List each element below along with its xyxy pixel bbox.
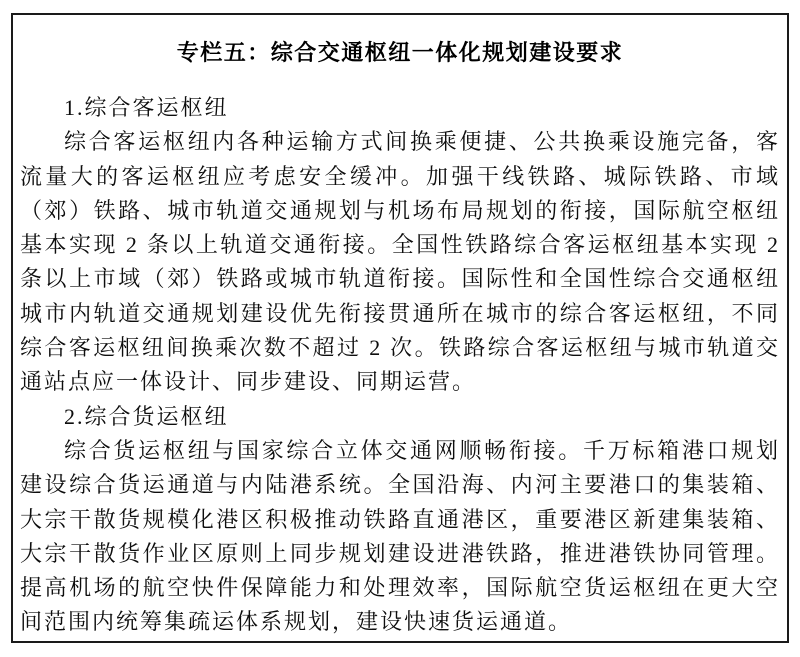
text-line: 综合客运枢纽间换乘次数不超过 2 次。铁路综合客运枢纽与城市轨道交: [20, 335, 780, 361]
text-line: 间范围内统筹集疏运体系规划，建设快速货运通道。: [20, 609, 573, 635]
text-line: 流量大的客运枢纽应考虑安全缓冲。加强干线铁路、城际铁路、市域: [20, 163, 780, 189]
box-title: 专栏五：综合交通枢纽一体化规划建设要求: [176, 40, 624, 65]
text-line: 条以上市域（郊）铁路或城市轨道衔接。国际性和全国性综合交通枢纽: [20, 266, 780, 292]
text-line: 综合货运枢纽与国家综合立体交通网顺畅衔接。千万标箱港口规划: [64, 437, 780, 463]
box-body: [20, 91, 780, 640]
text-line: 大宗干散货作业区原则上同步规划建设进港铁路，推进港铁协同管理。: [20, 540, 780, 566]
text-line: （郊）铁路、城市轨道交通规划与机场布局规划的衔接，国际航空枢纽: [20, 197, 780, 223]
section-heading: 1.综合客运枢纽: [64, 95, 229, 120]
text-line: 城市内轨道交通规划建设优先衔接贯通所在城市的综合客运枢纽，不同: [20, 300, 780, 326]
text-line: 通站点应一体设计、同步建设、同期运营。: [20, 369, 477, 395]
text-line: 综合客运枢纽内各种运输方式间换乘便捷、公共换乘设施完备，客: [64, 129, 780, 155]
column-box: [11, 13, 789, 643]
section-heading: 2.综合货运枢纽: [64, 403, 229, 429]
text-line: 大宗干散货规模化港区积极推动铁路直通港区，重要港区新建集装箱、: [20, 506, 780, 532]
text-line: 建设综合货运通道与内陆港系统。全国沿海、内河主要港口的集装箱、: [20, 472, 780, 498]
text-line: 基本实现 2 条以上轨道交通衔接。全国性铁路综合客运枢纽基本实现 2: [20, 232, 780, 258]
text-line: 提高机场的航空快件保障能力和处理效率，国际航空货运枢纽在更大空: [20, 575, 780, 601]
